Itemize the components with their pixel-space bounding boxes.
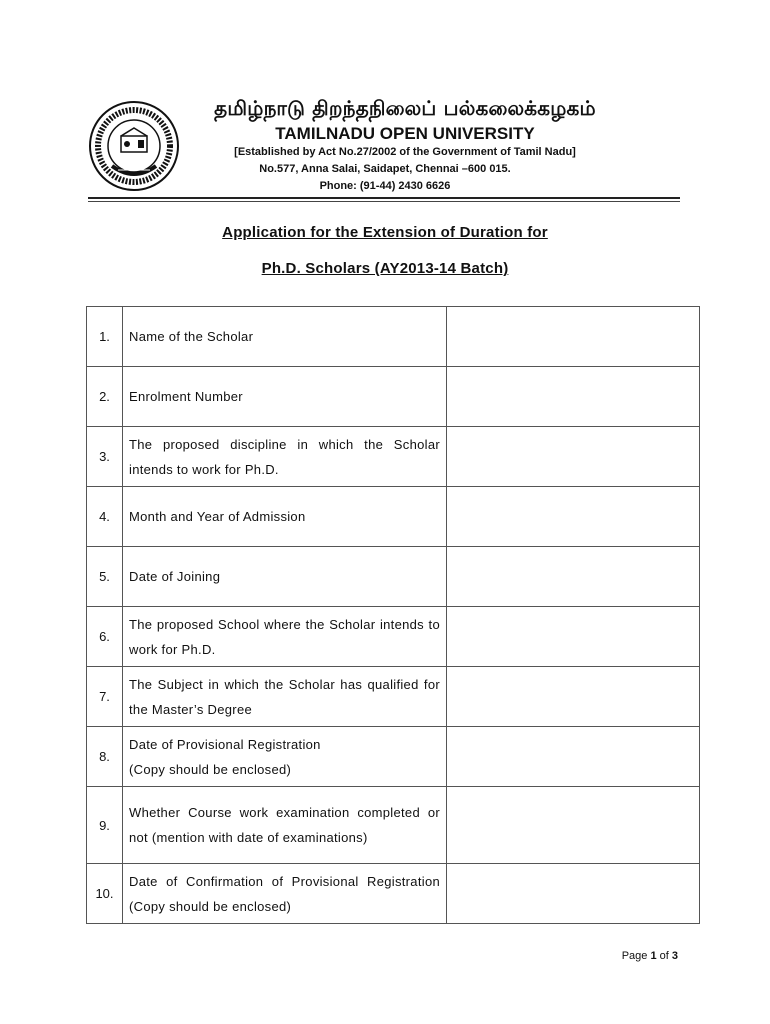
field-masters-subject[interactable]	[447, 667, 700, 727]
row-label-admission-month-year: Month and Year of Admission	[123, 487, 447, 547]
university-logo-seal	[88, 100, 180, 192]
field-date-of-joining[interactable]	[447, 547, 700, 607]
page-total: 3	[671, 950, 678, 962]
field-admission-month-year[interactable]	[447, 487, 700, 547]
field-proposed-discipline[interactable]	[447, 427, 700, 487]
form-title-line2: Ph.D. Scholars (AY2013-14 Batch)	[261, 260, 509, 277]
row-number: 6.	[87, 607, 123, 667]
row-label-masters-subject: The Subject in which the Scholar has qualified for the Master’s Degree	[123, 667, 447, 727]
page-number	[560, 950, 678, 962]
establishment-note: [Established by Act No.27/2002 of the Government of Tamil Nadu]	[234, 146, 576, 158]
field-proposed-school[interactable]	[447, 607, 700, 667]
form-row	[87, 667, 700, 727]
field-coursework-exam-status[interactable]	[447, 787, 700, 864]
row-number: 5.	[87, 547, 123, 607]
row-label-confirmation-date: Date of Confirmation of Provisional Registration (Copy should be enclosed)	[123, 864, 447, 924]
form-row	[87, 864, 700, 924]
application-form-table	[86, 306, 700, 924]
row-label-proposed-school: The proposed School where the Scholar intends to work for Ph.D.	[123, 607, 447, 667]
university-phone: Phone: (91-44) 2430 6626	[319, 180, 451, 192]
field-confirmation-date[interactable]	[447, 864, 700, 924]
university-name-tamil: தமிழ்நாடு திறந்தநிலைப் பல்கலைக்கழகம்	[214, 96, 596, 120]
field-provisional-registration-date[interactable]	[447, 727, 700, 787]
page-of: of	[656, 950, 672, 962]
row-number: 4.	[87, 487, 123, 547]
page-current: 1	[650, 950, 657, 962]
row-label-provisional-registration-date	[123, 727, 447, 787]
form-row	[87, 727, 700, 787]
form-row	[87, 547, 700, 607]
field-scholar-name[interactable]	[447, 307, 700, 367]
row-label-proposed-discipline: The proposed discipline in which the Scholar intends to work for Ph.D.	[123, 427, 447, 487]
row-label-date-of-joining: Date of Joining	[123, 547, 447, 607]
form-row	[87, 307, 700, 367]
page-prefix: Page	[621, 950, 651, 962]
university-name-english: TAMILNADU OPEN UNIVERSITY	[275, 124, 535, 143]
row-number: 3.	[87, 427, 123, 487]
row-label-enrolment-number: Enrolment Number	[123, 367, 447, 427]
row-number: 9.	[87, 787, 123, 864]
row-label-coursework-exam-status: Whether Course work examination completed or not (mention with date of examinations)	[123, 787, 447, 864]
form-row	[87, 607, 700, 667]
row-number: 8.	[87, 727, 123, 787]
form-row	[87, 427, 700, 487]
form-title-line1: Application for the Extension of Duration for	[222, 224, 548, 241]
header-divider-thick	[88, 197, 680, 199]
field-enrolment-number[interactable]	[447, 367, 700, 427]
row-number: 1.	[87, 307, 123, 367]
label-line: Date of Provisional Registration	[129, 736, 321, 752]
row-label-scholar-name: Name of the Scholar	[123, 307, 447, 367]
university-address: No.577, Anna Salai, Saidapet, Chennai –600 015.	[259, 163, 511, 175]
row-number: 7.	[87, 667, 123, 727]
form-row	[87, 367, 700, 427]
row-number: 2.	[87, 367, 123, 427]
form-row	[87, 487, 700, 547]
header-divider-thin	[88, 201, 680, 202]
row-number: 10.	[87, 864, 123, 924]
label-note: (Copy should be enclosed)	[129, 761, 292, 777]
form-row	[87, 787, 700, 864]
